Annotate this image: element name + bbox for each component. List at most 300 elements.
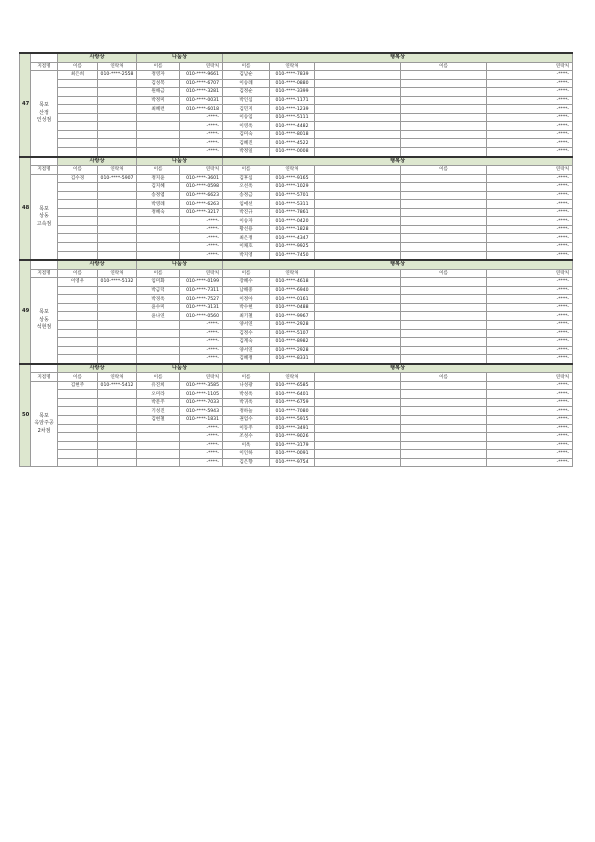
branch-name-line: 석현점	[36, 324, 52, 331]
blank-cell	[315, 415, 401, 424]
table-row	[20, 424, 573, 433]
branch-number: 48	[20, 157, 31, 261]
happy-name	[401, 286, 487, 295]
share-contact: 010-****-0031	[180, 96, 223, 105]
share-name: 임미화	[137, 278, 180, 287]
contact-column-header: 연락처	[98, 269, 137, 278]
table-row	[20, 225, 573, 234]
happy-name: 이동주	[223, 424, 270, 433]
happy-contact: 010-****-5311	[270, 200, 315, 209]
happy-name	[401, 208, 487, 217]
share-name: 박정미	[137, 96, 180, 105]
love-contact	[98, 225, 137, 234]
share-name: 김현철	[137, 415, 180, 424]
love-name	[58, 79, 98, 88]
award-header-row	[20, 364, 573, 373]
love-name	[58, 113, 98, 122]
share-contact: -****-	[180, 130, 223, 139]
share-name: 박금덕	[137, 286, 180, 295]
happy-contact: -****-	[487, 183, 573, 192]
love-contact	[98, 441, 137, 450]
love-name	[58, 105, 98, 114]
love-contact	[98, 105, 137, 114]
happy-name: 이정아	[223, 295, 270, 304]
blank-cell	[315, 113, 401, 122]
share-contact: 010-****-0199	[180, 278, 223, 287]
happy-contact: -****-	[487, 286, 573, 295]
table-row	[20, 355, 573, 364]
award-happy-header: 행복상	[223, 260, 573, 269]
share-name	[137, 329, 180, 338]
branch-name	[31, 381, 58, 466]
love-name	[58, 122, 98, 131]
contact-column-header: 연락처	[487, 269, 573, 278]
love-contact	[98, 88, 137, 97]
table-row	[20, 286, 573, 295]
contact-column-header: 연락처	[98, 166, 137, 175]
love-name	[58, 458, 98, 467]
name-column-header: 이름	[58, 166, 98, 175]
table-row	[20, 122, 573, 131]
blank-cell	[315, 433, 401, 442]
table-row	[20, 208, 573, 217]
blank-cell	[31, 260, 58, 269]
happy-contact: 010-****-5915	[270, 415, 315, 424]
table-row	[20, 346, 573, 355]
share-contact: -****-	[180, 346, 223, 355]
share-contact: 010-****-6623	[180, 191, 223, 200]
happy-contact: 010-****-9026	[270, 433, 315, 442]
happy-contact: 010-****-0008	[270, 148, 315, 157]
share-contact: 010-****-3217	[180, 208, 223, 217]
blank-cell	[315, 424, 401, 433]
contact-column-header: 연락처	[180, 373, 223, 382]
happy-name: 박지영	[223, 251, 270, 260]
contact-column-header: 연락처	[487, 62, 573, 71]
happy-name	[401, 407, 487, 416]
name-column-header: 이름	[137, 166, 180, 175]
contact-column-header: 연락처	[270, 62, 315, 71]
blank-cell	[315, 441, 401, 450]
happy-name	[401, 278, 487, 287]
branch-number: 49	[20, 260, 31, 364]
happy-name: 최은정	[223, 234, 270, 243]
happy-contact: 010-****-1828	[270, 225, 315, 234]
happy-name: 이인하	[223, 450, 270, 459]
happy-contact: -****-	[487, 415, 573, 424]
happy-contact: 010-****-0880	[270, 79, 315, 88]
happy-name: 김혜진	[223, 139, 270, 148]
love-contact	[98, 208, 137, 217]
share-name	[137, 346, 180, 355]
contact-column-header: 연락처	[270, 269, 315, 278]
name-column-header: 이름	[401, 62, 487, 71]
branch-number: 47	[20, 53, 31, 157]
happy-name	[401, 174, 487, 183]
happy-contact: 010-****-2928	[270, 346, 315, 355]
love-contact	[98, 183, 137, 192]
contact-column-header: 연락처	[270, 373, 315, 382]
share-contact: -****-	[180, 139, 223, 148]
happy-name: 이옥	[223, 441, 270, 450]
award-share-header: 나눔상	[137, 260, 223, 269]
share-contact: -****-	[180, 234, 223, 243]
award-happy-header: 행복상	[223, 157, 573, 166]
share-contact: 010-****-6018	[180, 105, 223, 114]
love-contact	[98, 320, 137, 329]
share-name	[137, 139, 180, 148]
share-name: 기성진	[137, 407, 180, 416]
happy-contact: -****-	[487, 433, 573, 442]
happy-contact: -****-	[487, 79, 573, 88]
table-row	[20, 130, 573, 139]
share-name: 윤수미	[137, 303, 180, 312]
table-row	[20, 381, 573, 390]
happy-contact: 010-****-3399	[270, 88, 315, 97]
blank-cell	[315, 243, 401, 252]
love-name	[58, 424, 98, 433]
love-contact	[98, 329, 137, 338]
happy-name	[401, 96, 487, 105]
happy-contact: 010-****-3491	[270, 424, 315, 433]
love-contact	[98, 139, 137, 148]
table-row	[20, 200, 573, 209]
love-contact: 010-****-5412	[98, 381, 137, 390]
happy-contact: -****-	[487, 303, 573, 312]
table-row	[20, 217, 573, 226]
table-row	[20, 312, 573, 321]
share-contact: 010-****-0560	[180, 312, 223, 321]
share-name: 송정엽	[137, 191, 180, 200]
name-column-header: 이름	[223, 166, 270, 175]
happy-contact: -****-	[487, 320, 573, 329]
happy-contact: 010-****-9925	[270, 243, 315, 252]
branch-number: 50	[20, 364, 31, 467]
share-name	[137, 320, 180, 329]
happy-name: 김정수	[223, 329, 270, 338]
table-row	[20, 113, 573, 122]
blank-cell	[315, 225, 401, 234]
award-love-header: 사랑상	[58, 53, 137, 62]
table-row	[20, 79, 573, 88]
contact-column-header: 연락처	[98, 373, 137, 382]
happy-name	[401, 130, 487, 139]
award-header-row	[20, 53, 573, 62]
name-column-header: 이름	[401, 166, 487, 175]
branch-column-header: 지점명	[31, 166, 58, 175]
happy-name	[401, 251, 487, 260]
happy-name	[401, 225, 487, 234]
share-contact: 010-****-3131	[180, 303, 223, 312]
happy-contact: -****-	[487, 191, 573, 200]
happy-name	[401, 217, 487, 226]
happy-contact: -****-	[487, 139, 573, 148]
branch-name-line: 목포	[39, 102, 49, 109]
name-column-header: 이름	[137, 62, 180, 71]
blank-cell	[315, 381, 401, 390]
share-contact: -****-	[180, 424, 223, 433]
happy-name	[401, 433, 487, 442]
happy-contact: -****-	[487, 200, 573, 209]
contact-column-header: 연락처	[270, 166, 315, 175]
happy-contact: -****-	[487, 217, 573, 226]
love-contact	[98, 286, 137, 295]
contact-column-header: 연락처	[180, 62, 223, 71]
happy-name	[401, 88, 487, 97]
happy-contact: 010-****-4347	[270, 234, 315, 243]
share-name: 김지혜	[137, 183, 180, 192]
happy-name	[401, 355, 487, 364]
share-name: 정영자	[137, 71, 180, 80]
happy-contact: 010-****-4522	[270, 139, 315, 148]
branch-name-line: 옥암주공	[34, 420, 54, 427]
branch-name-line: 2차점	[37, 427, 51, 434]
branch-name	[31, 174, 58, 260]
share-name	[137, 338, 180, 347]
blank-cell	[315, 71, 401, 80]
happy-name	[401, 424, 487, 433]
share-name: 정혜숙	[137, 208, 180, 217]
love-name	[58, 433, 98, 442]
share-name: 김성복	[137, 79, 180, 88]
name-column-header: 이름	[137, 373, 180, 382]
share-contact: 010-****-0598	[180, 183, 223, 192]
love-name	[58, 329, 98, 338]
happy-contact: 010-****-7450	[270, 251, 315, 260]
share-contact: 010-****-6707	[180, 79, 223, 88]
table-row	[20, 303, 573, 312]
love-name	[58, 139, 98, 148]
happy-contact: -****-	[487, 113, 573, 122]
share-contact: 010-****-1105	[180, 390, 223, 399]
love-contact	[98, 303, 137, 312]
happy-name	[401, 398, 487, 407]
share-contact: -****-	[180, 122, 223, 131]
branch-name-line: 상동	[39, 316, 49, 323]
love-contact	[98, 450, 137, 459]
happy-name: 박인심	[223, 96, 270, 105]
love-contact	[98, 433, 137, 442]
table-row	[20, 71, 573, 80]
blank-cell	[315, 139, 401, 148]
share-contact: -****-	[180, 355, 223, 364]
happy-name	[401, 148, 487, 157]
share-name	[137, 441, 180, 450]
love-contact	[98, 191, 137, 200]
branch-column-header: 지점명	[31, 373, 58, 382]
happy-name: 박귀옥	[223, 398, 270, 407]
table-row	[20, 458, 573, 467]
happy-contact: 010-****-0091	[270, 450, 315, 459]
name-column-header: 이름	[401, 269, 487, 278]
table-row	[20, 338, 573, 347]
branch-name-line: 목포	[39, 412, 49, 419]
blank-cell	[315, 88, 401, 97]
share-contact: -****-	[180, 113, 223, 122]
happy-name: 양서연	[223, 346, 270, 355]
love-name	[58, 355, 98, 364]
award-share-header: 나눔상	[137, 157, 223, 166]
love-name	[58, 303, 98, 312]
share-contact: -****-	[180, 329, 223, 338]
share-contact: -****-	[180, 458, 223, 467]
share-contact: 010-****-7527	[180, 295, 223, 304]
branch-name-line: 산정	[39, 109, 49, 116]
happy-name: 양서연	[223, 320, 270, 329]
happy-contact: -****-	[487, 398, 573, 407]
table-row	[20, 96, 573, 105]
happy-name: 김혜정	[223, 355, 270, 364]
share-name	[137, 234, 180, 243]
happy-name: 김은향	[223, 458, 270, 467]
love-name: 김현주	[58, 381, 98, 390]
happy-contact: -****-	[487, 71, 573, 80]
table-row	[20, 407, 573, 416]
happy-name: 임애선	[223, 200, 270, 209]
love-name: 이영우	[58, 278, 98, 287]
share-name	[137, 113, 180, 122]
happy-name: 이승자	[223, 217, 270, 226]
blank-cell	[315, 208, 401, 217]
happy-contact: 010-****-9754	[270, 458, 315, 467]
happy-name	[401, 381, 487, 390]
love-contact	[98, 407, 137, 416]
happy-contact: 010-****-4482	[270, 122, 315, 131]
table-row	[20, 441, 573, 450]
happy-name	[401, 234, 487, 243]
winners-contact-table	[19, 52, 573, 467]
award-happy-header: 행복상	[223, 364, 573, 373]
happy-contact: -****-	[487, 407, 573, 416]
love-contact	[98, 96, 137, 105]
happy-contact: -****-	[487, 278, 573, 287]
happy-name	[401, 79, 487, 88]
share-contact: -****-	[180, 450, 223, 459]
love-contact	[98, 346, 137, 355]
love-contact: 010-****-5132	[98, 278, 137, 287]
happy-contact: 010-****-4618	[270, 278, 315, 287]
contact-column-header: 연락처	[180, 269, 223, 278]
happy-contact: 010-****-8331	[270, 355, 315, 364]
table-row	[20, 243, 573, 252]
happy-name	[401, 191, 487, 200]
blank-cell	[315, 286, 401, 295]
share-contact: 010-****-7033	[180, 398, 223, 407]
happy-name: 권엄수	[223, 415, 270, 424]
table-row	[20, 278, 573, 287]
love-name	[58, 88, 98, 97]
share-name: 정지윤	[137, 174, 180, 183]
table-row	[20, 450, 573, 459]
happy-contact: 010-****-5107	[270, 329, 315, 338]
table-row	[20, 183, 573, 192]
blank-cell	[315, 217, 401, 226]
happy-contact: -****-	[487, 225, 573, 234]
happy-contact: -****-	[487, 208, 573, 217]
name-column-header: 이름	[223, 269, 270, 278]
love-contact	[98, 251, 137, 260]
award-share-header: 나눔상	[137, 364, 223, 373]
table-row	[20, 320, 573, 329]
love-contact: 010-****-2558	[98, 71, 137, 80]
branch-name-line: 상동	[39, 213, 49, 220]
blank-cell	[315, 398, 401, 407]
happy-name: 이채호	[223, 243, 270, 252]
happy-name	[401, 329, 487, 338]
happy-contact: 010-****-0488	[270, 303, 315, 312]
happy-name	[401, 183, 487, 192]
love-name	[58, 208, 98, 217]
share-contact: -****-	[180, 148, 223, 157]
happy-name	[401, 450, 487, 459]
share-name	[137, 148, 180, 157]
happy-contact: -****-	[487, 243, 573, 252]
table-row	[20, 148, 573, 157]
branch-name-line: 인성점	[36, 117, 52, 124]
love-name	[58, 441, 98, 450]
name-column-header: 이름	[223, 62, 270, 71]
happy-name	[401, 122, 487, 131]
happy-contact: 010-****-1029	[270, 183, 315, 192]
happy-contact: 010-****-9165	[270, 174, 315, 183]
happy-contact: -****-	[487, 105, 573, 114]
love-contact	[98, 122, 137, 131]
blank-cell	[315, 346, 401, 355]
name-column-header: 이름	[58, 373, 98, 382]
happy-name: 이영옥	[223, 122, 270, 131]
happy-name	[401, 200, 487, 209]
love-contact	[98, 79, 137, 88]
award-love-header: 사랑상	[58, 157, 137, 166]
love-contact	[98, 398, 137, 407]
award-love-header: 사랑상	[58, 364, 137, 373]
love-contact	[98, 217, 137, 226]
blank-cell	[315, 234, 401, 243]
share-contact: -****-	[180, 441, 223, 450]
happy-contact: 010-****-1239	[270, 105, 315, 114]
happy-contact: -****-	[487, 390, 573, 399]
happy-contact: -****-	[487, 458, 573, 467]
contact-column-header: 연락처	[487, 373, 573, 382]
column-header-row	[20, 373, 573, 382]
blank-cell	[315, 148, 401, 157]
table-row	[20, 398, 573, 407]
share-name	[137, 243, 180, 252]
branch-name-line: 고속점	[36, 220, 52, 227]
happy-contact: -****-	[487, 122, 573, 131]
happy-name	[401, 295, 487, 304]
love-name	[58, 200, 98, 209]
award-header-row	[20, 260, 573, 269]
love-contact	[98, 243, 137, 252]
branch-column-header: 지점명	[31, 62, 58, 71]
share-name	[137, 433, 180, 442]
love-name	[58, 148, 98, 157]
share-name	[137, 122, 180, 131]
love-contact	[98, 148, 137, 157]
blank-cell	[315, 320, 401, 329]
share-name	[137, 217, 180, 226]
happy-name	[401, 346, 487, 355]
happy-contact: -****-	[487, 234, 573, 243]
blank-cell	[315, 62, 401, 71]
share-name	[137, 458, 180, 467]
share-name: 원해금	[137, 88, 180, 97]
name-column-header: 이름	[223, 373, 270, 382]
contact-column-header: 연락처	[98, 62, 137, 71]
table-row	[20, 139, 573, 148]
love-name	[58, 251, 98, 260]
